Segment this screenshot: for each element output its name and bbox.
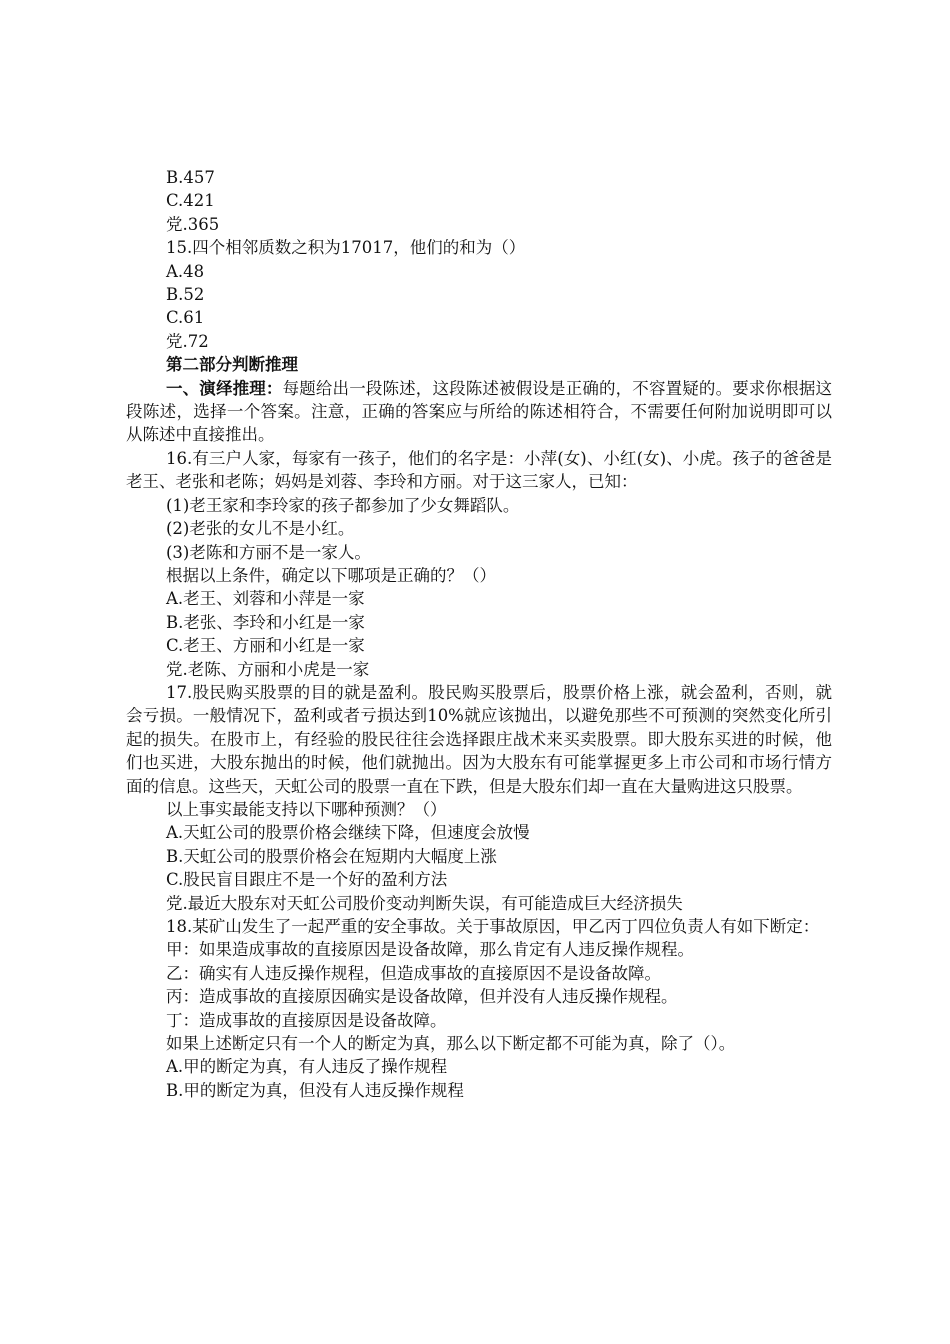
condition-1: (1)老王家和李玲家的孩子都参加了少女舞蹈队。 xyxy=(166,495,520,515)
subsection-intro xyxy=(126,377,832,447)
option-b: B.天虹公司的股票价格会在短期内大幅度上涨 xyxy=(166,846,497,866)
option-b: B.老张、李玲和小红是一家 xyxy=(166,612,365,632)
statement-ding: 丁：造成事故的直接原因是设备故障。 xyxy=(166,1010,447,1030)
condition-2: (2)老张的女儿不是小红。 xyxy=(166,519,355,539)
statement-yi: 乙：确实有人违反操作规程，但造成事故的直接原因不是设备故障。 xyxy=(166,963,661,983)
option-d: 党.最近大股东对天虹公司股价变动判断失误，有可能造成巨大经济损失 xyxy=(166,893,683,913)
question-17-stem: 17.股民购买股票的目的就是盈利。股民购买股票后，股票价格上涨，就会盈利，否则，就会亏损。一般情况下，盈利或者亏损达到10%就应该抛出，以避免那些不可预测的突然变化所引起的损失。在股市上，有经验的股民往往会选择跟庄战术来买卖股票。即大股东买进的时候，他们也买进，大股东抛出的时候，他们就抛出。因为大股东有可能掌握更多上市公司和市场行情方面的信息。这些天，天虹公司的股票一直在下跌，但是大股东们却一直在大量购进这只股票。 xyxy=(126,682,832,796)
question-17-question: 以上事实最能支持以下哪种预测？（） xyxy=(166,799,447,819)
option-d: 党.老陈、方丽和小虎是一家 xyxy=(166,659,370,679)
question-16-stem: 16.有三户人家，每家有一孩子，他们的名字是：小萍(女)、小红(女)、小虎。孩子的爸爸是老王、老张和老陈；妈妈是刘蓉、李玲和方丽。对于这三家人，已知： xyxy=(126,448,832,492)
option-a: A.48 xyxy=(166,261,205,281)
option-b: B.甲的断定为真，但没有人违反操作规程 xyxy=(166,1080,464,1100)
condition-3: (3)老陈和方丽不是一家人。 xyxy=(166,542,371,562)
option-d: 党.365 xyxy=(166,214,220,234)
option-c: C.股民盲目跟庄不是一个好的盈利方法 xyxy=(166,870,448,890)
section-title: 第二部分判断推理 xyxy=(166,355,298,375)
option-c: C.421 xyxy=(166,191,215,211)
option-b: B.457 xyxy=(166,168,215,187)
question-18-stem: 18.某矿山发生了一起严重的安全事故。关于事故原因，甲乙丙丁四位负责人有如下断定： xyxy=(166,917,820,936)
option-d: 党.72 xyxy=(166,331,209,351)
statement-bing: 丙：造成事故的直接原因确实是设备故障，但并没有人违反操作规程。 xyxy=(166,987,678,1007)
subsection-lead: 一、演绎推理： xyxy=(166,378,283,398)
option-a: A.老王、刘蓉和小萍是一家 xyxy=(166,589,365,609)
document-page xyxy=(126,166,832,1102)
statement-jia: 甲：如果造成事故的直接原因是设备故障，那么肯定有人违反操作规程。 xyxy=(166,940,694,960)
option-b: B.52 xyxy=(166,285,205,305)
question-16-question: 根据以上条件，确定以下哪项是正确的？（） xyxy=(166,565,496,585)
subsection-text: 每题给出一段陈述，这段陈述被假设是正确的，不容置疑的。要求你根据这段陈述，选择一个答案。注意，正确的答案应与所给的陈述相符合，不需要任何附加说明即可以从陈述中直接推出。 xyxy=(126,378,833,445)
option-a: A.天虹公司的股票价格会继续下降，但速度会放慢 xyxy=(166,823,530,843)
question-18-question: 如果上述断定只有一个人的断定为真，那么以下断定都不可能为真，除了（）。 xyxy=(166,1034,736,1054)
option-c: C.61 xyxy=(166,308,205,328)
option-a: A.甲的断定为真，有人违反了操作规程 xyxy=(166,1057,448,1077)
question-15-stem: 15.四个相邻质数之积为17017，他们的和为（） xyxy=(166,238,526,258)
option-c: C.老王、方丽和小红是一家 xyxy=(166,636,365,656)
